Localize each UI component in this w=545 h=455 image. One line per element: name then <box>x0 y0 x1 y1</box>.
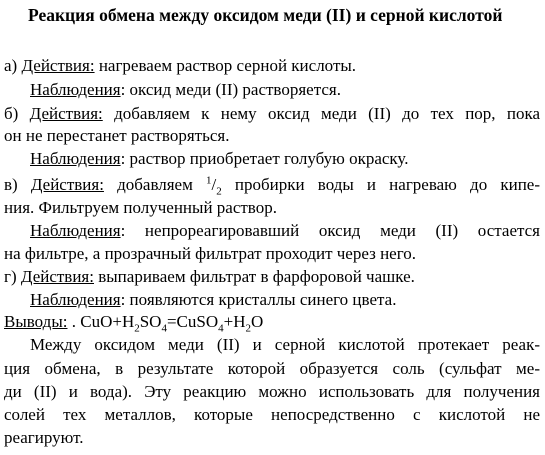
step-c-actions-cont: ния. Фильтруем полученный раствор. <box>4 198 277 217</box>
step-c-observations-cont: на фильтре, а прозрачный фильтрат проходит через него. <box>4 244 417 263</box>
eq-part: SO <box>139 312 162 331</box>
observations-label: Наблюдения <box>30 221 121 240</box>
eq-part: CuO+H <box>80 312 135 331</box>
eq-subscript: 2 <box>245 322 251 335</box>
step-a-observations <box>30 78 540 102</box>
observations-label: Наблюдения <box>30 290 121 309</box>
step-a-actions <box>4 54 540 78</box>
eq-subscript: 4 <box>218 322 224 335</box>
step-marker: а) <box>4 56 18 75</box>
observations-text: : непрореагировавший оксид меди (II) остается <box>120 221 540 240</box>
eq-part: +H <box>223 312 246 331</box>
conclusions-label: Выводы: <box>4 312 68 331</box>
step-c-actions <box>4 173 540 197</box>
observations-text: : оксид меди (II) растворяется. <box>120 80 341 99</box>
conclusions-heading <box>4 310 540 334</box>
step-b-actions-cont: он не перестанет растворяться. <box>4 126 230 145</box>
step-d-observations <box>30 288 540 312</box>
eq-subscript: 2 <box>134 322 140 335</box>
conclusion-line: ция обмена, в результате которой образуется соль (сульфат ме- <box>4 359 540 378</box>
step-marker: в) <box>4 175 18 194</box>
reaction-equation <box>80 312 264 335</box>
observations-label: Наблюдения <box>30 149 121 168</box>
actions-label: Действия: <box>29 104 103 123</box>
step-b-actions <box>4 102 540 126</box>
observations-text: : раствор приобретает голубую окраску. <box>120 149 409 168</box>
step-d-actions <box>4 265 540 289</box>
actions-label: Действия: <box>21 56 95 75</box>
actions-text: добавляем <box>117 175 193 194</box>
eq-subscript: 4 <box>161 322 167 335</box>
fraction-denominator: 2 <box>216 185 222 198</box>
fraction-slash: / <box>211 175 217 194</box>
actions-text: добавляем к нему оксид меди (II) до тех пор, пока <box>114 104 541 123</box>
conclusion-line: реагируют. <box>4 428 84 447</box>
actions-text: нагреваем раствор серной кислоты. <box>98 56 357 75</box>
step-c-observations <box>30 219 540 243</box>
step-b-observations <box>30 147 540 171</box>
step-marker: г) <box>4 267 17 286</box>
actions-text: выпариваем фильтрат в фарфоровой чашке. <box>98 267 415 286</box>
conclusion-line: Между оксидом меди (II) и серной кислотой протекает реак- <box>30 335 540 354</box>
observations-label: Наблюдения <box>30 80 121 99</box>
fraction-numerator: 1 <box>206 174 212 187</box>
page-title: Реакция обмена между оксидом меди (II) и серной кислотой <box>28 5 503 25</box>
conclusion-line: ди (II) и вода). Эту реакцию можно использовать для получения <box>4 382 540 401</box>
eq-part: O <box>251 312 264 331</box>
fraction <box>206 174 222 198</box>
actions-text-cont: пробирки воды и нагреваю до кипе- <box>234 175 541 194</box>
conclusion-line: солей тех металлов, которые непосредственно с кислотой не <box>4 405 540 424</box>
actions-label: Действия: <box>20 267 94 286</box>
conclusions-separator: . <box>71 312 76 331</box>
step-marker: б) <box>4 104 19 123</box>
observations-text: : появляются кристаллы синего цвета. <box>120 290 397 309</box>
actions-label: Действия: <box>30 175 104 194</box>
eq-part: =CuSO <box>166 312 219 331</box>
